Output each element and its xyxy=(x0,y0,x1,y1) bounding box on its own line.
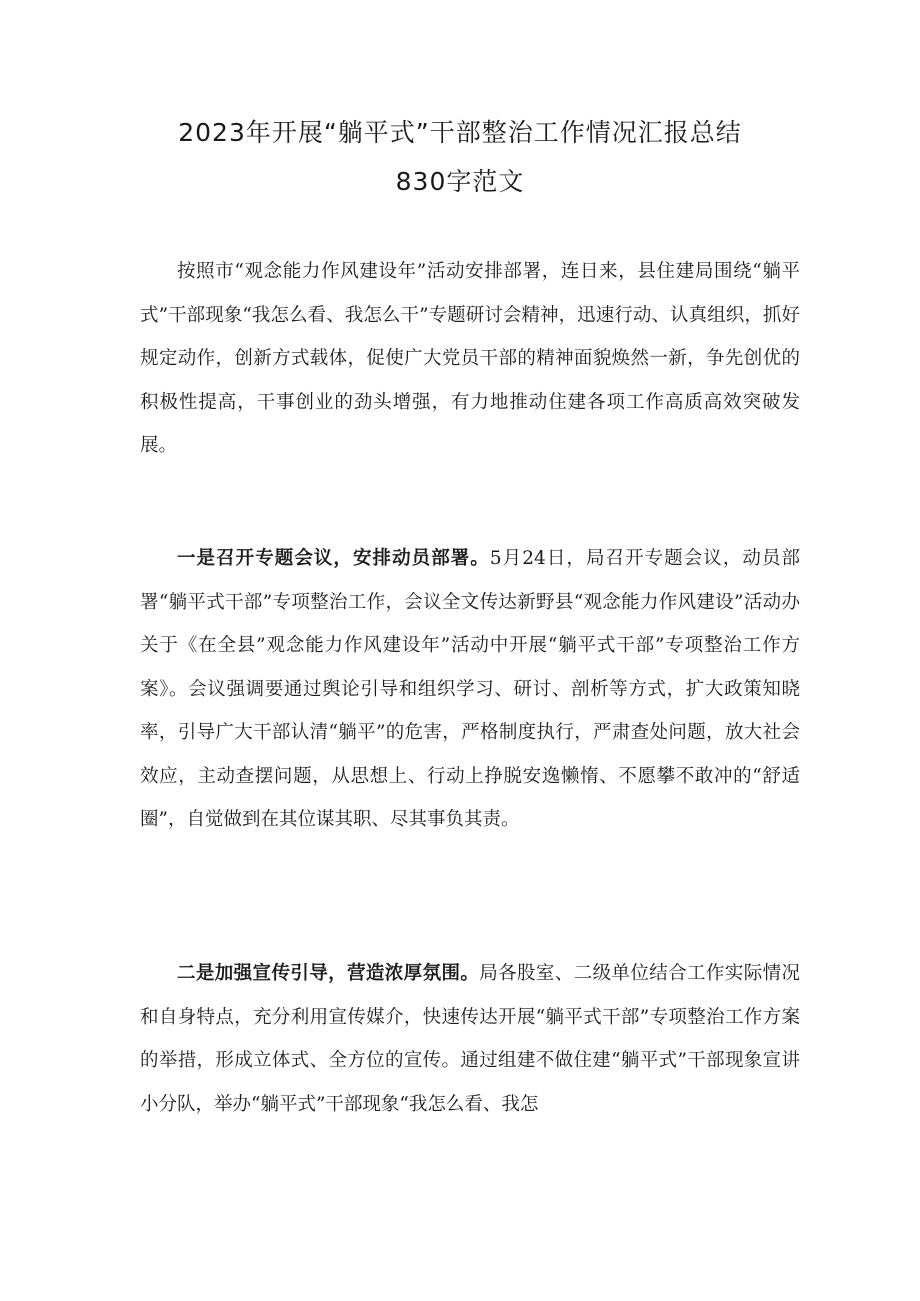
paragraph-text: 局各股室、二级单位结合工作实际情况和自身特点，充分利用宣传媒介，快速传达开展“躺平式干部”专项整治工作方案的举措，形成立体式、全方位的宣传。通过组建不做住建“躺平式”干部现象宣讲小分队，举办“躺平式”干部现象“我怎么看、我怎 xyxy=(140,963,800,1115)
paragraph-intro xyxy=(140,250,800,468)
paragraph-text: 5月24日，局召开专题会议，动员部署“躺平式干部”专项整治工作，会议全文传达新野县“观念能力作风建设”活动办关于《在全县”观念能力作风建设年”活动中开展“躺平式干部”专项整治工作方案》。会议强调要通过舆论引导和组织学习、研讨、剖析等方式，扩大政策知晓率，引导广大干部认清“躺平”的危害，严格制度执行，严肃查处问题，放大社会效应，主动查摆问题，从思想上、行动上挣脱安逸懒惰、不愿攀不敢冲的“舒适圈”，自觉做到在其位谋其职、尽其事负其责。 xyxy=(140,548,800,830)
paragraph-lead: 二是加强宣传引导，营造浓厚氛围。 xyxy=(177,963,480,984)
paragraph-lead: 一是召开专题会议，安排动员部署。 xyxy=(177,548,490,569)
paragraph-meeting xyxy=(140,537,800,842)
paragraph-publicity xyxy=(140,952,800,1126)
paragraph-text: 按照市“观念能力作风建设年”活动安排部署，连日来，县住建局围绕“躺平式”干部现象“我怎么看、我怎么干”专题研讨会精神，迅速行动、认真组织，抓好规定动作，创新方式载体，促使广大党员干部的精神面貌焕然一新，争先创优的积极性提高，干事创业的劲头增强，有力地推动住建各项工作高质高效突破发展。 xyxy=(140,261,800,456)
document-title-line2: 830字范文 xyxy=(395,167,525,196)
document-title-line1: 2023年开展“躺平式”干部整治工作情况汇报总结 xyxy=(178,118,742,147)
